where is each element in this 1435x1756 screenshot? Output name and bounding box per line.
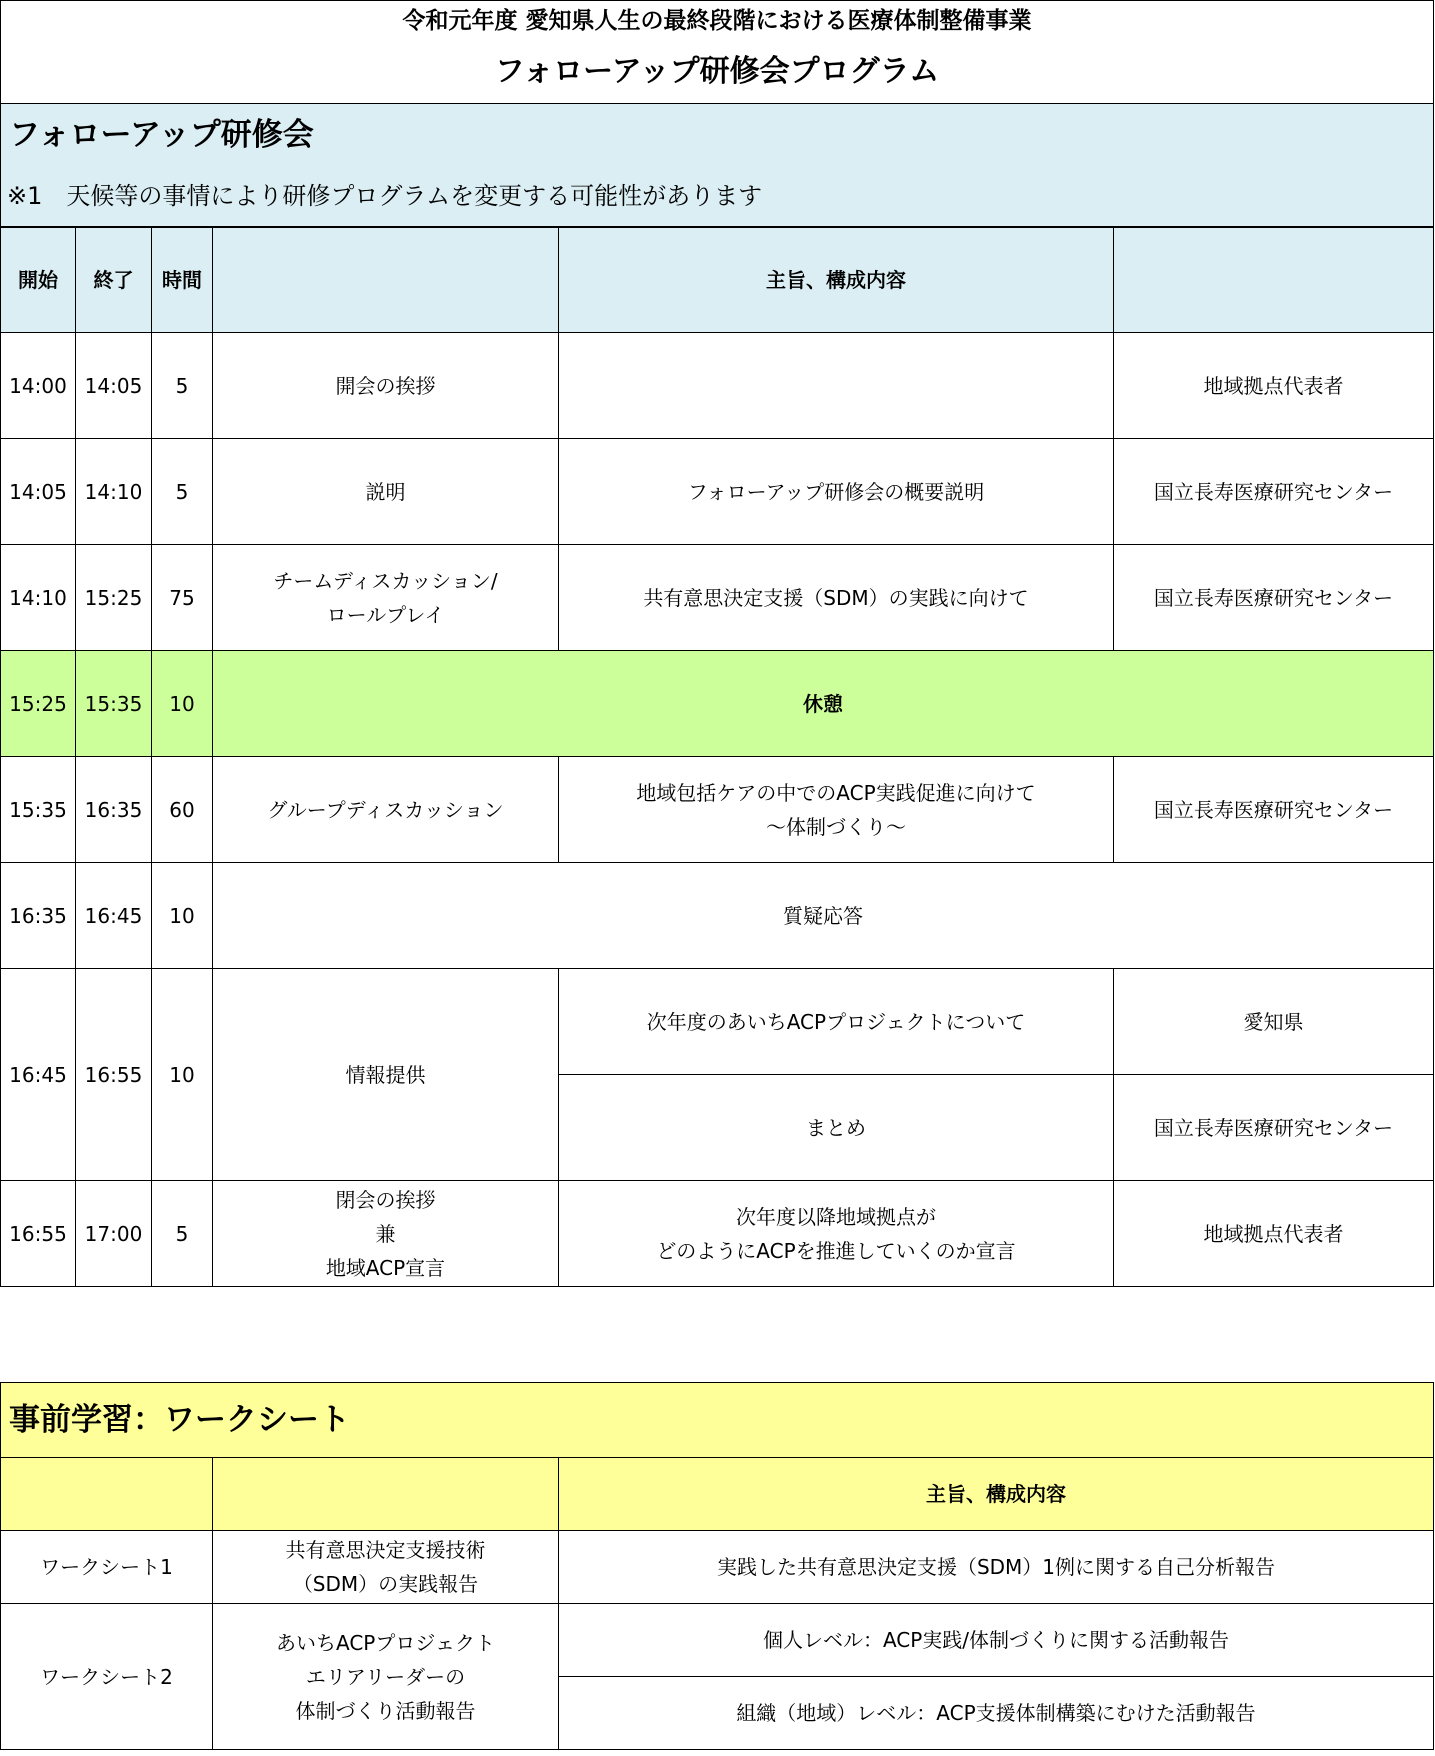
worksheet-topic <box>213 1604 559 1750</box>
row-speaker: 国立長寿医療研究センター <box>1114 757 1434 863</box>
row-duration: 10 <box>152 969 213 1181</box>
prestudy-table <box>0 1382 1434 1750</box>
row-end: 16:55 <box>76 969 152 1181</box>
worksheet-name: ワークシート1 <box>1 1531 213 1604</box>
prestudy-header-row <box>1 1458 1434 1531</box>
table-row <box>1 333 1434 439</box>
table-row <box>1 863 1434 969</box>
section1-title: フォローアップ研修会 <box>1 104 1434 167</box>
prestudy-col-name <box>1 1458 213 1531</box>
row-duration: 10 <box>152 863 213 969</box>
row-speaker: 国立長寿医療研究センター <box>1114 439 1434 545</box>
document-header <box>0 0 1434 104</box>
table-row <box>1 439 1434 545</box>
break-label: 休憩 <box>213 651 1434 757</box>
table-row <box>1 1604 1434 1677</box>
row-item-line: 地域ACP宣言 <box>325 1255 446 1280</box>
row-content <box>559 333 1114 439</box>
col-content: 主旨、構成内容 <box>559 228 1114 333</box>
table-row <box>1 757 1434 863</box>
col-speaker <box>1114 228 1434 333</box>
prestudy-col-topic <box>213 1458 559 1531</box>
row-start: 16:45 <box>1 969 76 1181</box>
row-speaker: 地域拠点代表者 <box>1114 1181 1434 1287</box>
worksheet-topic-line: 体制づくり活動報告 <box>295 1698 476 1723</box>
row-duration: 5 <box>152 333 213 439</box>
row-content-line: ～体制づくり～ <box>766 814 906 839</box>
qa-label: 質疑応答 <box>213 863 1434 969</box>
col-end: 終了 <box>76 228 152 333</box>
row-start: 15:25 <box>1 651 76 757</box>
schedule-table <box>0 227 1434 1287</box>
row-end: 15:25 <box>76 545 152 651</box>
row-start: 16:35 <box>1 863 76 969</box>
worksheet-topic <box>213 1531 559 1604</box>
row-content: 次年度のあいちACPプロジェクトについて <box>559 969 1114 1075</box>
row-end: 16:35 <box>76 757 152 863</box>
row-item-line: チームディスカッション/ <box>273 568 498 593</box>
row-speaker: 地域拠点代表者 <box>1114 333 1434 439</box>
worksheet-topic-line: 共有意思決定支援技術 <box>285 1538 486 1562</box>
row-start: 14:10 <box>1 545 76 651</box>
row-duration: 5 <box>152 1181 213 1287</box>
document-title: フォローアップ研修会プログラム <box>1 41 1434 104</box>
col-start: 開始 <box>1 228 76 333</box>
worksheet-content: 組織（地域）レベル：ACP支援体制構築にむけた活動報告 <box>559 1677 1434 1750</box>
table-row <box>1 969 1434 1075</box>
row-speaker: 国立長寿医療研究センター <box>1114 1075 1434 1181</box>
prestudy-title: 事前学習：ワークシート <box>1 1383 1434 1458</box>
row-start: 14:05 <box>1 439 76 545</box>
document-subtitle: 令和元年度 愛知県人生の最終段階における医療体制整備事業 <box>1 1 1434 42</box>
row-item-line: 閉会の挨拶 <box>335 1187 436 1212</box>
worksheet-topic-line: エリアリーダーの <box>305 1664 466 1689</box>
schedule-header-row <box>1 228 1434 333</box>
row-end: 17:00 <box>76 1181 152 1287</box>
worksheet-name: ワークシート2 <box>1 1604 213 1750</box>
table-row <box>1 1531 1434 1604</box>
row-item-line: 兼 <box>375 1221 396 1246</box>
section1-note: ※1 天候等の事情により研修プログラムを変更する可能性があります <box>1 166 1434 227</box>
row-item <box>213 1181 559 1287</box>
row-item: 説明 <box>213 439 559 545</box>
worksheet-topic-line: （SDM）の実践報告 <box>292 1572 479 1596</box>
row-content <box>559 1181 1114 1287</box>
row-item: グループディスカッション <box>213 757 559 863</box>
row-duration: 10 <box>152 651 213 757</box>
row-duration: 5 <box>152 439 213 545</box>
worksheet-content: 個人レベル：ACP実践/体制づくりに関する活動報告 <box>559 1604 1434 1677</box>
break-row <box>1 651 1434 757</box>
row-item: 情報提供 <box>213 969 559 1181</box>
row-end: 15:35 <box>76 651 152 757</box>
table-row <box>1 1181 1434 1287</box>
row-content: フォローアップ研修会の概要説明 <box>559 439 1114 545</box>
worksheet-content: 実践した共有意思決定支援（SDM）1例に関する自己分析報告 <box>559 1531 1434 1604</box>
col-duration: 時間 <box>152 228 213 333</box>
row-end: 14:10 <box>76 439 152 545</box>
table-row <box>1 545 1434 651</box>
col-item <box>213 228 559 333</box>
row-end: 14:05 <box>76 333 152 439</box>
row-item: 開会の挨拶 <box>213 333 559 439</box>
row-start: 14:00 <box>1 333 76 439</box>
row-content <box>559 757 1114 863</box>
row-item <box>213 545 559 651</box>
row-content: 共有意思決定支援（SDM）の実践に向けて <box>559 545 1114 651</box>
row-speaker: 国立長寿医療研究センター <box>1114 545 1434 651</box>
row-duration: 60 <box>152 757 213 863</box>
section1-header <box>0 103 1434 227</box>
row-start: 16:55 <box>1 1181 76 1287</box>
row-duration: 75 <box>152 545 213 651</box>
row-end: 16:45 <box>76 863 152 969</box>
row-item-line: ロールプレイ <box>326 602 445 627</box>
worksheet-topic-line: あいちACPプロジェクト <box>276 1630 495 1655</box>
row-content-line: 地域包括ケアの中でのACP実践促進に向けて <box>636 780 1036 805</box>
row-content-line: 次年度以降地域拠点が <box>736 1204 936 1229</box>
row-start: 15:35 <box>1 757 76 863</box>
row-content-line: どのようにACPを推進していくのか宣言 <box>656 1238 1016 1263</box>
prestudy-col-content: 主旨、構成内容 <box>559 1458 1434 1531</box>
row-speaker: 愛知県 <box>1114 969 1434 1075</box>
row-content: まとめ <box>559 1075 1114 1181</box>
